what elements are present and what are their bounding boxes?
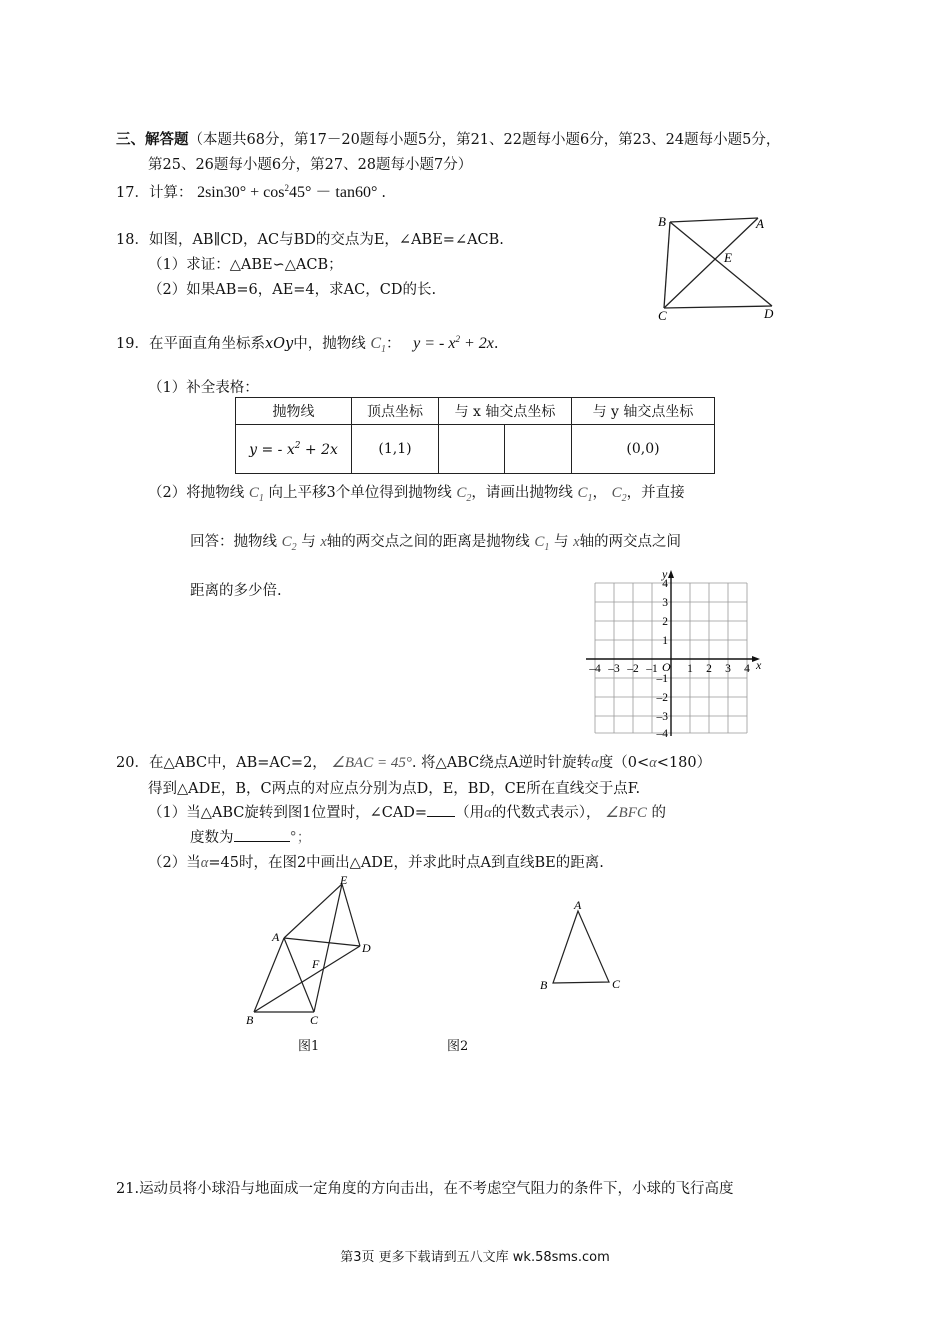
q20-figure-2 bbox=[535, 895, 630, 995]
y-tick: 1 bbox=[662, 635, 668, 647]
q19-p2l2-a: 回答：抛物线 bbox=[190, 534, 277, 550]
x-tick: –2 bbox=[627, 663, 639, 675]
q17-expr-c: 2 bbox=[284, 183, 289, 193]
q19-part2-line1 bbox=[148, 481, 685, 504]
q19-eq-end: . bbox=[493, 336, 499, 352]
q18-num: 18． bbox=[116, 232, 149, 248]
q20-p1-c: 的代数式表示）， bbox=[491, 805, 601, 821]
q20-num: 20． bbox=[116, 755, 149, 771]
q19-p2l2-b: 与 bbox=[301, 534, 316, 550]
fig1-caption: 图1 bbox=[298, 1039, 320, 1054]
table-header-cell: 抛物线 bbox=[236, 398, 352, 425]
y-tick: 3 bbox=[662, 597, 668, 609]
y-tick: 4 bbox=[662, 578, 668, 590]
q20-p1l2-b: °； bbox=[289, 830, 312, 846]
q19-c1: C bbox=[370, 335, 381, 352]
q19-eq-sup: 2 bbox=[455, 334, 460, 344]
q18-seg-ac bbox=[664, 218, 758, 308]
y-tick: –3 bbox=[656, 711, 668, 723]
x-tick: –4 bbox=[589, 663, 601, 675]
q19-part2-line3: 距离的多少倍. bbox=[190, 583, 282, 599]
table-cell-vertex: (1,1) bbox=[352, 425, 439, 474]
table-row bbox=[236, 425, 715, 474]
q19-p2l2-x2: x bbox=[573, 534, 580, 550]
q17-text: 计算： bbox=[148, 185, 193, 201]
x-tick: –1 bbox=[646, 663, 658, 675]
table-cell-eq bbox=[236, 425, 352, 474]
q18-figure bbox=[650, 210, 790, 325]
q20-alpha: α bbox=[591, 755, 599, 771]
section-title: 三、解答题 bbox=[116, 131, 189, 148]
q19-num: 19． bbox=[116, 336, 149, 352]
x-tick: 1 bbox=[687, 663, 693, 675]
q19-p2-c2b-sub: 2 bbox=[621, 493, 627, 504]
q20-p2-a: （2）当 bbox=[148, 855, 201, 871]
q20-angle: ∠BAC = 45° bbox=[331, 755, 412, 771]
y-axis-arrow-icon bbox=[668, 570, 674, 578]
table-cell-x1[interactable] bbox=[439, 425, 505, 474]
q19-eq-a: y = - x bbox=[413, 335, 456, 352]
q20-part1-line2 bbox=[190, 826, 311, 847]
q18-label-d: D bbox=[764, 306, 774, 321]
table-header-row bbox=[236, 398, 715, 425]
q19-p2-c1-sub: 1 bbox=[258, 493, 264, 504]
section-desc-2: 第25、26题每小题6分，第27、28题每小题7分） bbox=[148, 157, 473, 173]
fig2-label-b: B bbox=[540, 978, 548, 992]
q18-part1: （1）求证：△ABE∽△ACB； bbox=[148, 257, 343, 273]
q20-p1-b: （用 bbox=[455, 805, 485, 821]
q19-p2-c2: C bbox=[456, 485, 467, 501]
q18-seg-cd bbox=[664, 306, 772, 308]
q19-p2-c1b: C bbox=[577, 485, 588, 501]
x-tick: –3 bbox=[608, 663, 620, 675]
table-header-cell: 与 y 轴交点坐标 bbox=[572, 398, 715, 425]
table-eq-sup: 2 bbox=[294, 440, 301, 451]
q19-line1 bbox=[116, 332, 498, 355]
q19-p2-c2b: C bbox=[611, 485, 622, 501]
q17-num: 17． bbox=[116, 185, 149, 201]
y-tick: –2 bbox=[656, 692, 668, 704]
q19-p2-a: （2）将抛物线 bbox=[148, 485, 245, 501]
q18-label-a: A bbox=[756, 216, 764, 231]
q17-expr-b: + cos bbox=[250, 184, 285, 201]
q19-c1-sub: 1 bbox=[381, 344, 386, 355]
q17-end: . bbox=[381, 185, 386, 201]
fig2-label-a: A bbox=[574, 898, 582, 912]
q19-p2-b: 向上平移3个单位得到抛物线 bbox=[268, 485, 452, 501]
q19-p2l2-c1-sub: 1 bbox=[544, 542, 550, 553]
q20-p2-alpha: α bbox=[200, 855, 209, 871]
q19-p2-e: ，并直接 bbox=[626, 485, 685, 501]
q18-seg-bd bbox=[670, 222, 772, 306]
x-tick: 3 bbox=[725, 663, 731, 675]
q18-line1 bbox=[116, 228, 504, 249]
q19-p2-c: ，请画出抛物线 bbox=[471, 485, 573, 501]
q19-p2-c1: C bbox=[248, 485, 259, 501]
table-eq-b: + 2x bbox=[304, 441, 338, 458]
q19-colon: ： bbox=[386, 336, 401, 352]
q20-part1 bbox=[148, 801, 666, 822]
q19-p2-d: ， bbox=[592, 485, 607, 501]
table-cell-x2[interactable] bbox=[505, 425, 572, 474]
y-tick: 2 bbox=[662, 616, 668, 628]
q17-expr-e: － tan60° bbox=[315, 184, 378, 201]
q19-p2l2-c1: C bbox=[534, 534, 545, 550]
table-header-cell: 与 x 轴交点坐标 bbox=[439, 398, 572, 425]
q20-blank-1[interactable] bbox=[427, 816, 455, 817]
q20-p1-alpha: α bbox=[484, 805, 492, 821]
q21 bbox=[116, 1177, 734, 1198]
q19-grid bbox=[580, 566, 765, 738]
q20-blank-2[interactable] bbox=[234, 841, 290, 842]
q19-eq-b: + 2x bbox=[463, 335, 494, 352]
section-desc-1: （本题共68分，第17－20题每小题5分，第21、22题每小题6分，第23、24题每小题5分， bbox=[188, 132, 781, 148]
q19-p2l2-c2-sub: 2 bbox=[291, 542, 297, 553]
fig1-label-c: C bbox=[310, 1013, 319, 1027]
q18-part2: （2）如果AB=6，AE=4，求AC，CD的长. bbox=[148, 282, 437, 298]
y-tick: –4 bbox=[656, 728, 668, 738]
x-tick: 2 bbox=[706, 663, 712, 675]
q21-num: 21. bbox=[116, 1181, 140, 1197]
q18-label-c: C bbox=[658, 308, 667, 323]
q19-text-b: xOy bbox=[264, 336, 294, 352]
q19-p2l2-c2: C bbox=[281, 534, 292, 550]
q20-l1-c: 度（0< bbox=[598, 755, 650, 771]
q20-p1l2-a: 度数为 bbox=[190, 830, 234, 846]
q19-p2l2-c: 轴的两交点之间的距离是抛物线 bbox=[326, 534, 530, 550]
q18-seg-bc bbox=[664, 222, 670, 308]
fig1-label-b: B bbox=[246, 1013, 254, 1027]
grid-y-label: y bbox=[662, 567, 668, 581]
q18-label-e: E bbox=[724, 250, 732, 265]
q19-p2l2-x: x bbox=[320, 534, 327, 550]
q19-part1: （1）补全表格： bbox=[148, 380, 259, 396]
fig2-caption: 图2 bbox=[447, 1039, 469, 1054]
y-tick: –1 bbox=[656, 673, 668, 685]
q20-p1-a: （1）当△ABC旋转到图1位置时，∠CAD= bbox=[148, 805, 428, 821]
table-header-cell: 顶点坐标 bbox=[352, 398, 439, 425]
q20-p2-b: =45时，在图2中画出△ADE，并求此时点A到直线BE的距离. bbox=[208, 855, 604, 871]
q20-part2 bbox=[148, 851, 604, 872]
q19-text-a: 在平面直角坐标系 bbox=[148, 336, 265, 352]
q18-label-b: B bbox=[658, 214, 666, 229]
fig1-label-f: F bbox=[312, 957, 320, 971]
q21-text: 运动员将小球沿与地面成一定角度的方向击出，在不考虑空气阻力的条件下，小球的飞行高度 bbox=[139, 1181, 734, 1197]
q20-figure-1 bbox=[240, 872, 380, 1032]
q20-p1-d: 的 bbox=[651, 805, 666, 821]
fig2-label-c: C bbox=[612, 977, 621, 991]
q19-p2l2-e: 轴的两交点之间 bbox=[579, 534, 682, 550]
q20-p1-angle: ∠BFC bbox=[605, 805, 647, 821]
page-footer: 第3页 更多下载请到五八文库 wk.58sms.com bbox=[340, 1250, 610, 1265]
grid-origin: O bbox=[662, 660, 671, 674]
q17 bbox=[116, 179, 386, 202]
q20-l1-d: <180） bbox=[656, 755, 712, 771]
grid-x-label: x bbox=[756, 658, 762, 672]
fig1-label-d: D bbox=[362, 941, 371, 955]
x-tick: 4 bbox=[744, 663, 750, 675]
fig1-label-a: A bbox=[272, 930, 280, 944]
q18-seg-ba bbox=[670, 218, 758, 222]
q20-line1 bbox=[116, 751, 711, 772]
q20-line2: 得到△ADE，B，C两点的对应点分别为点D，E，BD，CE所在直线交于点F. bbox=[148, 781, 641, 797]
q20-l1-a: 在△ABC中，AB=AC=2， bbox=[148, 755, 327, 771]
q19-part2-line2 bbox=[190, 530, 681, 553]
table-eq-a: y = - x bbox=[249, 441, 295, 458]
table-cell-y: (0,0) bbox=[572, 425, 715, 474]
q19-p2-c1b-sub: 1 bbox=[587, 493, 593, 504]
fig1-label-e: E bbox=[340, 873, 348, 887]
q19-p2l2-d: 与 bbox=[554, 534, 569, 550]
section-header bbox=[116, 128, 780, 149]
q17-expr-d: 45° bbox=[289, 184, 312, 201]
q19-table bbox=[235, 397, 715, 474]
q17-expr-a: 2sin30° bbox=[197, 184, 247, 201]
q20-l1-b: . 将△ABC绕点A逆时针旋转 bbox=[411, 755, 592, 771]
q19-p2-c2-sub: 2 bbox=[466, 493, 472, 504]
q19-text-c: 中，抛物线 bbox=[293, 336, 366, 352]
q20-alpha-2: α bbox=[649, 755, 657, 771]
q18-text: 如图，AB∥CD，AC与BD的交点为E，∠ABE=∠ACB. bbox=[148, 232, 504, 248]
